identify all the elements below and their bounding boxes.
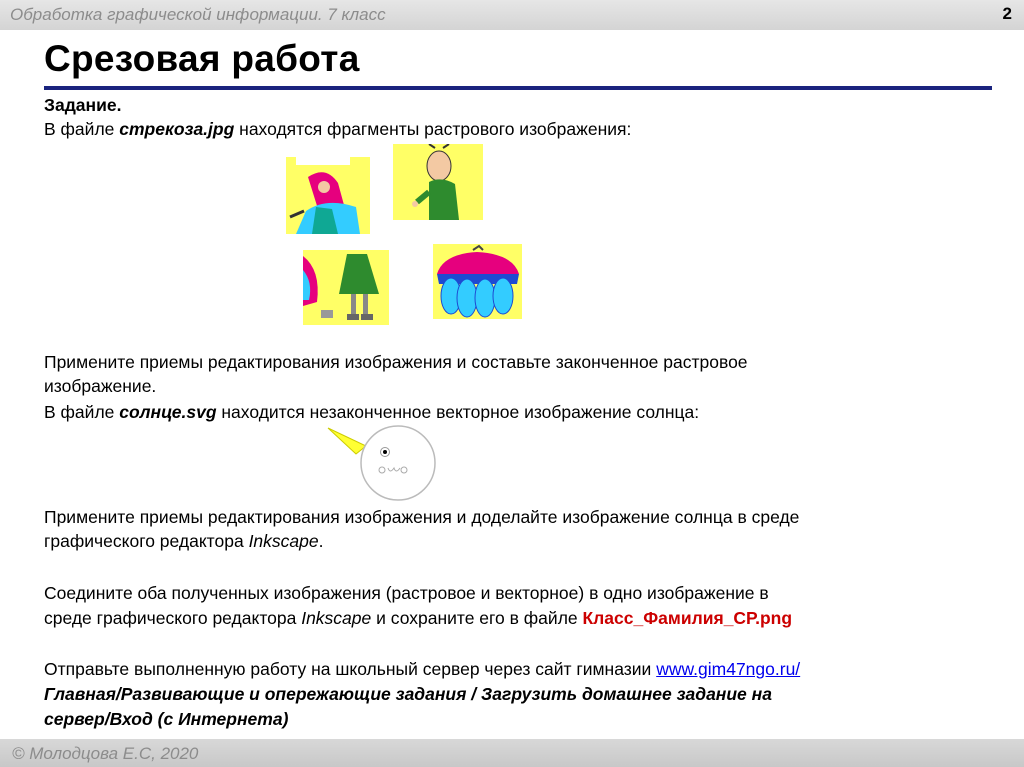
footer-bar (0, 739, 1024, 767)
course-title: Обработка графической информации. 7 класс (10, 5, 386, 24)
vector-file-name: солнце.svg (119, 402, 217, 422)
school-site-link[interactable]: www.gim47ngo.ru/ (656, 659, 801, 679)
paragraph-raster-instruction-line-2: изображение. (44, 376, 157, 396)
raster-fragment-4 (433, 244, 522, 319)
header-bar (0, 0, 1024, 30)
app-name-inkscape: Inkscape (248, 531, 319, 551)
paragraph-raster-instruction-line-1: Примените приемы редактирования изображения и составьте законченное растровое (44, 352, 748, 372)
paragraph-merge-line-2: среде графического редактора Inkscape и сохраните его в файле Класс_Фамилия_СР.png (44, 608, 793, 628)
vector-sun-drawing (326, 424, 438, 502)
paragraph-submit-line-1: Отправьте выполненную работу на школьный сервер через сайт гимназии www.gim47ngo.ru/ (44, 659, 801, 679)
author-copyright: © Молодцова Е.С, 2020 (12, 744, 199, 763)
paragraph-vector-instruction-line-2: графического редактора Inkscape. (44, 531, 324, 551)
paragraph-vector-instruction-line-1: Примените приемы редактирования изображения и доделайте изображение солнца в среде (44, 507, 800, 527)
paragraph-raster-file: В файле стрекоза.jpg находятся фрагменты растрового изображения: (44, 119, 632, 139)
output-file-name: Класс_Фамилия_СР.png (582, 608, 793, 628)
title-divider (44, 86, 992, 90)
paragraph-vector-file: В файле солнце.svg находится незаконченное векторное изображение солнца: (44, 402, 700, 422)
page-number: 2 (1002, 4, 1012, 23)
task-heading: Задание. (44, 95, 122, 115)
page-title: Срезовая работа (44, 38, 360, 79)
app-name-inkscape-2: Inkscape (301, 608, 372, 628)
paragraph-submit-path-line-1: Главная/Развивающие и опережающие задания / Загрузить домашнее задание на (44, 684, 772, 704)
raster-fragment-2 (393, 144, 483, 220)
raster-fragment-3 (303, 250, 389, 325)
paragraph-merge-line-1: Соедините оба полученных изображения (растровое и векторное) в одно изображение в (44, 583, 769, 603)
raster-file-name: стрекоза.jpg (119, 119, 235, 139)
paragraph-submit-path-line-2: сервер/Вход (с Интернета) (44, 709, 289, 729)
raster-fragment-1 (286, 157, 370, 234)
